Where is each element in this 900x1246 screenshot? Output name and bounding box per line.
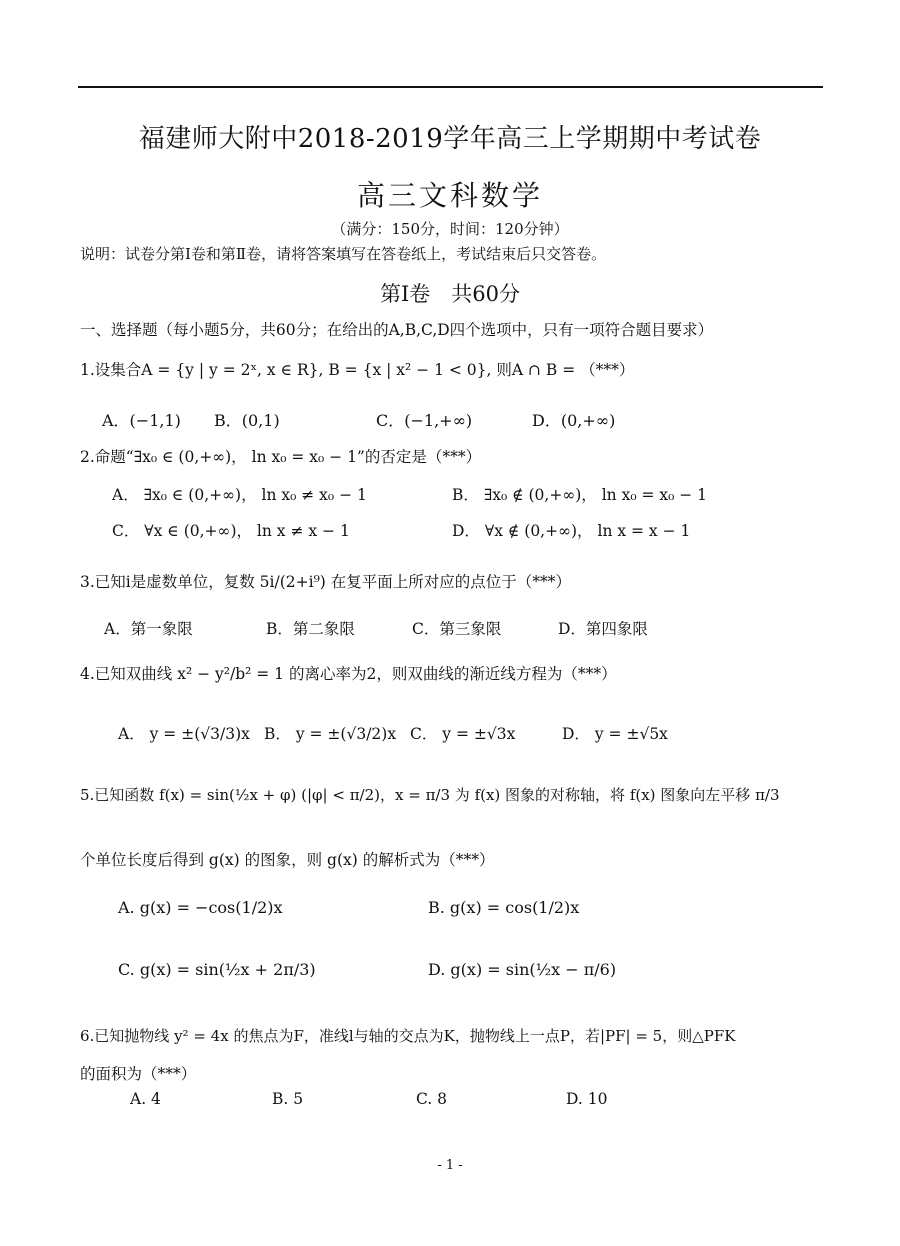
question-4-option-c: C． y = ±√3x (410, 725, 516, 743)
question-1-stem: 1.设集合A = {y | y = 2ˣ, x ∈ R}, B = {x | x² − 1 < 0}, 则A ∩ B = （***） (80, 361, 635, 379)
question-2-option-a: A． ∃x₀ ∈ (0,+∞)， ln x₀ ≠ x₀ − 1 (112, 486, 367, 504)
question-3-option-a: A．第一象限 (104, 620, 193, 638)
question-2-option-c: C． ∀x ∈ (0,+∞)， ln x ≠ x − 1 (112, 522, 350, 540)
page-number: - 1 - (437, 1158, 463, 1173)
question-1-option-c: C．(−1,+∞) (376, 411, 473, 430)
question-4-option-b: B． y = ±(√3/2)x (264, 725, 397, 743)
section-heading: 一、选择题（每小题5分，共60分；在给出的A,B,C,D四个选项中，只有一项符合题目要求） (80, 321, 714, 339)
question-4-stem: 4.已知双曲线 x² − y²/b² = 1 的离心率为2，则双曲线的渐近线方程为（***） (80, 665, 617, 683)
question-1-option-a: A．(−1,1) (102, 411, 181, 430)
question-1-option-d: D．(0,+∞) (532, 411, 616, 430)
part-heading: 第Ⅰ卷 共60分 (379, 282, 521, 306)
question-5-stem-continued: 个单位长度后得到 g(x) 的图象，则 g(x) 的解析式为（***） (80, 851, 495, 869)
exam-subtitle: 高三文科数学 (356, 179, 543, 212)
question-1-option-b: B．(0,1) (214, 411, 280, 430)
question-5-option-c: C. g(x) = sin(½x + 2π/3) (118, 960, 316, 979)
question-5-option-a: A. g(x) = −cos(1/2)x (118, 898, 283, 917)
question-3-option-c: C．第三象限 (412, 620, 502, 638)
question-6-option-a: A. 4 (130, 1090, 161, 1108)
question-5-option-b: B. g(x) = cos(1/2)x (428, 898, 580, 917)
question-6-option-c: C. 8 (416, 1090, 448, 1108)
question-4-option-a: A． y = ±(√3/3)x (118, 725, 250, 743)
question-2-option-b: B． ∃x₀ ∉ (0,+∞)， ln x₀ = x₀ − 1 (452, 486, 708, 504)
question-2-stem: 2.命题“∃x₀ ∈ (0,+∞)， ln x₀ = x₀ − 1”的否定是（***） (80, 448, 482, 466)
question-5-option-d: D. g(x) = sin(½x − π/6) (428, 960, 617, 979)
exam-title: 福建师大附中2018-2019学年高三上学期期中考试卷 (138, 124, 762, 154)
question-5-stem: 5.已知函数 f(x) = sin(½x + φ) (|φ| < π/2)，x = π/3 为 f(x) 图象的对称轴，将 f(x) 图象向左平移 π/3 (80, 786, 780, 804)
question-6-stem-continued: 的面积为（***） (80, 1065, 197, 1083)
question-4-option-d: D． y = ±√5x (562, 725, 668, 743)
exam-note: 说明：试卷分第Ⅰ卷和第Ⅱ卷，请将答案填写在答卷纸上，考试结束后只交答卷。 (80, 245, 607, 263)
question-2-option-d: D． ∀x ∉ (0,+∞)， ln x = x − 1 (452, 522, 691, 540)
question-6-option-b: B. 5 (272, 1090, 304, 1108)
question-3-option-d: D．第四象限 (558, 620, 648, 638)
header-rule (78, 86, 823, 88)
exam-meta: （满分：150分，时间：120分钟） (331, 220, 569, 238)
question-6-option-d: D. 10 (566, 1090, 608, 1108)
question-3-option-b: B．第二象限 (266, 620, 355, 638)
question-3-stem: 3.已知i是虚数单位，复数 5i/(2+i⁹) 在复平面上所对应的点位于（***） (80, 573, 572, 591)
question-6-stem: 6.已知抛物线 y² = 4x 的焦点为F，准线l与轴的交点为K，抛物线上一点P，若|PF| = 5，则△PFK (80, 1027, 736, 1045)
